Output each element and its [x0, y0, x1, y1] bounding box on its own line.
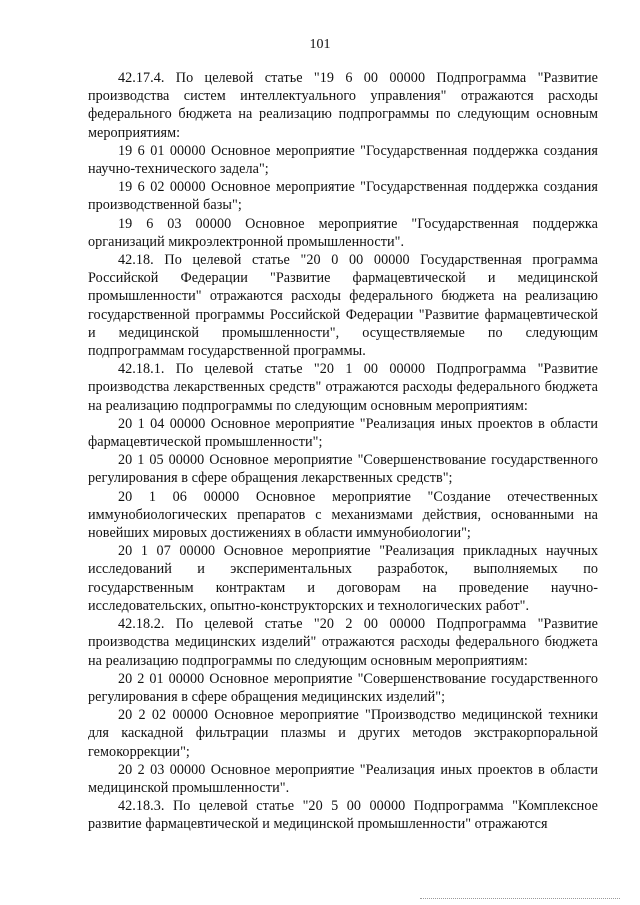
- paragraph-19-6-01: 19 6 01 00000 Основное мероприятие "Государственная поддержка создания научно-технического задела";: [88, 142, 598, 178]
- paragraph-20-1-06: 20 1 06 00000 Основное мероприятие "Создание отечественных иммунобиологических препаратов с механизмами действия, основанными на новейших мировых достижениях в области иммунобиологии";: [88, 488, 598, 542]
- document-body: [88, 69, 598, 834]
- paragraph-20-1-05: 20 1 05 00000 Основное мероприятие "Совершенствование государственного регулирования в сфере обращения лекарственных средств";: [88, 452, 598, 487]
- paragraph-42-18-2: 42.18.2. По целевой статье "20 2 00 00000 Подпрограмма "Развитие производства медицинских изделий" отражаются расходы федерального бюджета на реализацию подпрограммы по следующим основным мероприятиям:: [88, 616, 598, 669]
- paragraph-42-17-4: 42.17.4. По целевой статье "19 6 00 00000 Подпрограмма "Развитие производства систем интеллектуального управления" отражаются расходы федерального бюджета на реализацию подпрограммы по следующим основным мероприятиям:: [88, 70, 598, 141]
- paragraph-42-18: 42.18. По целевой статье "20 0 00 00000 Государственная программа Российской Федерации "Развитие фармацевтической и медицинской промышленности" отражаются расходы федерального бюджета на реализацию государственной программы Российской Федерации "Развитие фармацевтической и медицинской промышленности", осуществляемые по следующим подпрограммам государственной программы.: [88, 252, 598, 360]
- paragraph-42-18-1: 42.18.1. По целевой статье "20 1 00 00000 Подпрограмма "Развитие производства лекарственных средств" отражаются расходы федерального бюджета на реализацию подпрограммы по следующим основным мероприятиям:: [88, 361, 598, 414]
- paragraph-20-2-02: 20 2 02 00000 Основное мероприятие "Производство медицинской техники для каскадной фильтрации плазмы и других методов экстракорпоральной гемокоррекции";: [88, 707, 598, 760]
- paragraph-20-1-07: 20 1 07 00000 Основное мероприятие "Реализация прикладных научных исследований и экспериментальных разработок, выполняемых по государственным контрактам и договорам на проведение научно-исследовательских, опытно-конструкторских и технологических работ".: [88, 543, 598, 614]
- paragraph-20-2-03: 20 2 03 00000 Основное мероприятие "Реализация иных проектов в области медицинской промышленности".: [88, 761, 598, 796]
- page-number: 101: [309, 37, 331, 52]
- paragraph-19-6-03: 19 6 03 00000 Основное мероприятие "Государственная поддержка организаций микроэлектронной промышленности".: [88, 215, 598, 250]
- paragraph-20-1-04: 20 1 04 00000 Основное мероприятие "Реализация иных проектов в области фармацевтической промышленности";: [88, 415, 598, 451]
- paragraph-42-18-3: 42.18.3. По целевой статье "20 5 00 00000 Подпрограмма "Комплексное развитие фармацевтической и медицинской промышленности" отражаются: [88, 798, 598, 833]
- scan-edge-mark: [420, 898, 620, 900]
- paragraph-20-2-01: 20 2 01 00000 Основное мероприятие "Совершенствование государственного регулирования в сфере обращения медицинских изделий";: [88, 670, 598, 705]
- paragraph-19-6-02: 19 6 02 00000 Основное мероприятие "Государственная поддержка создания производственной базы";: [88, 179, 598, 214]
